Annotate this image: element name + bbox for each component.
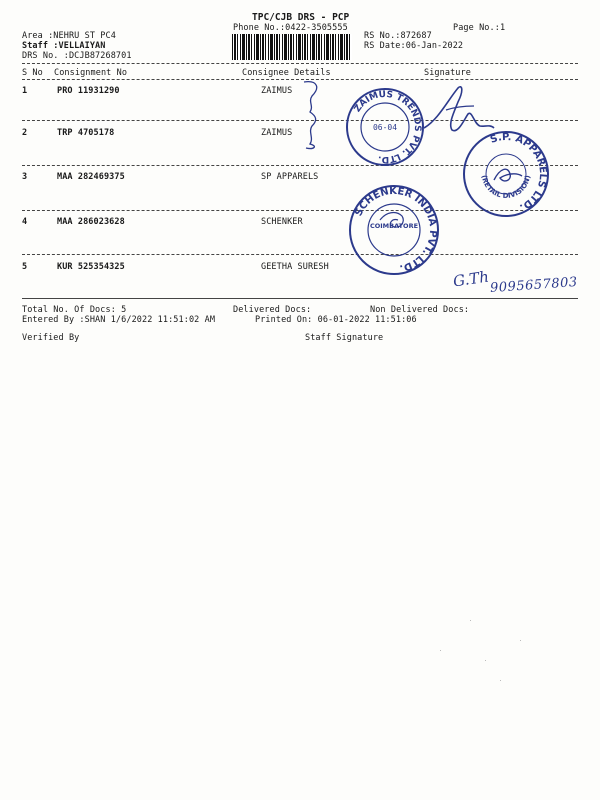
page-number: Page No.:1 [453,23,506,33]
col-consignee: Consignee Details [242,68,331,78]
row-1-sno: 1 [22,86,28,96]
drs-number: DRS No. :DCJB87268701 [22,51,132,61]
row-4-sno: 4 [22,217,28,227]
row-5-consignee: GEETHA SURESH [261,262,329,272]
staff-signature: Staff Signature [305,333,384,343]
sp-apparels-stamp [460,128,552,220]
rs-date: RS Date:06-Jan-2022 [364,41,464,51]
row-2-sno: 2 [22,128,28,138]
scan-speck [485,660,486,661]
row-2-consignee: ZAIMUS [261,128,293,138]
schenker-stamp [340,180,450,276]
scan-speck [500,680,501,681]
phone-number: Phone No.:0422-3505555 [233,23,348,33]
non-delivered-docs: Non Delivered Docs: [370,305,470,315]
schenker-stamp-center: COIMBATORE [369,222,419,230]
entered-by: Entered By :SHAN 1/6/2022 11:51:02 AM [22,315,216,325]
total-docs: Total No. Of Docs: 5 [22,305,127,315]
col-sno: S No [22,68,43,78]
header-rule-top [22,63,578,64]
col-consignment: Consignment No [54,68,128,78]
col-signature: Signature [424,68,471,78]
scan-speck [470,620,471,621]
row-5-sno: 5 [22,262,28,272]
zaimus-stamp-date: 06-04 [372,123,398,132]
doc-title: TPC/CJB DRS - PCP [252,12,350,23]
printed-on: Printed On: 06-01-2022 11:51:06 [255,315,417,325]
schenker-stamp-text: SCHENKER INDIA PVT. LTD. [353,185,439,274]
area: Area :NEHRU ST PC4 [22,31,116,41]
zaimus-stamp [344,86,426,168]
rs-number: RS No.:872687 [364,31,432,41]
row-3-consignee: SP APPARELS [261,172,319,182]
sp-stamp-text: S.P. APPARELS LTD. [488,131,549,213]
footer-rule [22,298,578,299]
row-2-consignment: TRP 4705178 [57,128,115,138]
staff: Staff :VELLAIYAN [22,41,106,51]
scan-speck [440,650,441,651]
row-3-consignment: MAA 282469375 [57,172,125,182]
zaimus-stamp-text: ZAIMUS TRENDS PVT. LTD. [352,89,423,165]
row-5-consignment: KUR 525354325 [57,262,125,272]
verified-by: Verified By [22,333,80,343]
row-4-consignment: MAA 286023628 [57,217,125,227]
row-4-consignee: SCHENKER [261,217,303,227]
geetha-signature: G.Th [451,267,490,291]
delivered-docs: Delivered Docs: [233,305,312,315]
svg-text:(RETAIL DIVISION) [480,175,532,200]
sp-stamp-subtext: (RETAIL DIVISION) [480,174,532,201]
geetha-phone: 9095657803 [489,274,579,297]
handwritten-brace [300,78,340,152]
row-1-consignee: ZAIMUS [261,86,293,96]
row-1-consignment: PRO 11931290 [57,86,120,96]
barcode [232,34,352,60]
row-4-rule [22,254,578,255]
scan-speck [520,640,521,641]
row-3-sno: 3 [22,172,28,182]
